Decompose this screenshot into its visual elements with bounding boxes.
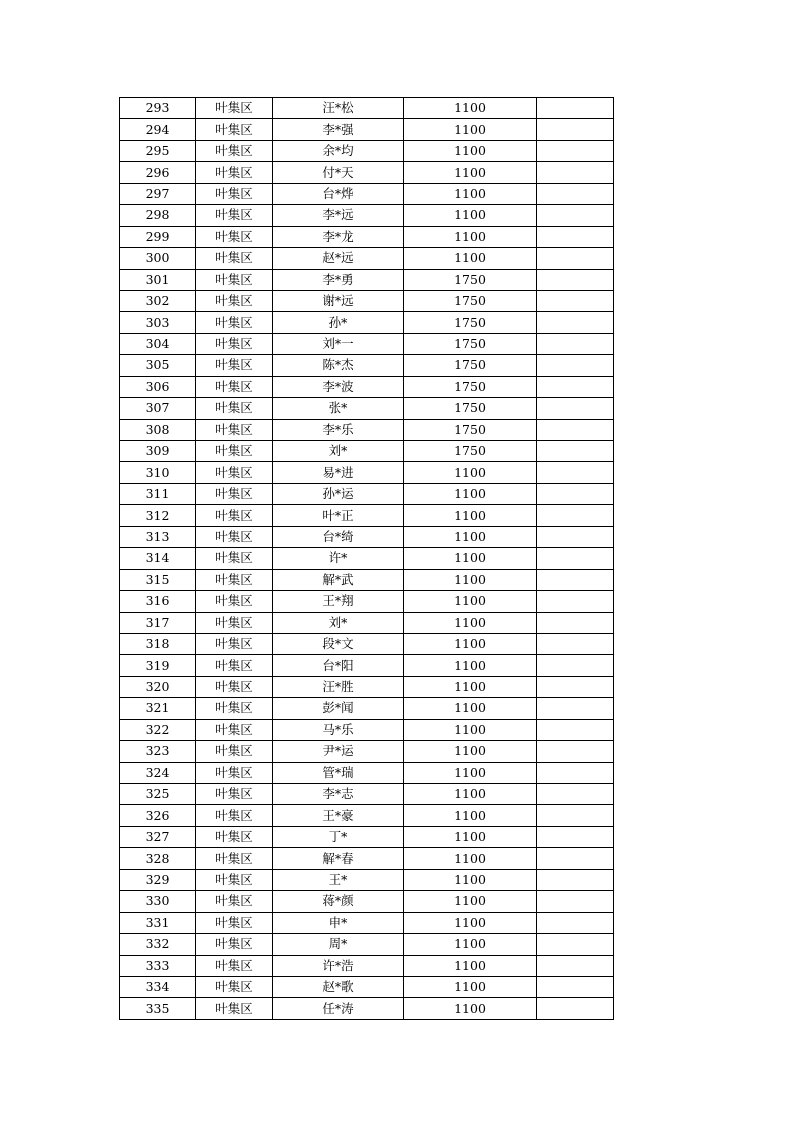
name-cell: 刘*	[273, 612, 404, 633]
name-cell: 汪*胜	[273, 676, 404, 697]
row-number-cell: 303	[120, 312, 196, 333]
name-cell: 孙*	[273, 312, 404, 333]
row-number-cell: 326	[120, 805, 196, 826]
remarks-cell	[537, 655, 614, 676]
amount-cell: 1100	[404, 569, 537, 590]
district-cell: 叶集区	[196, 505, 273, 526]
table-row	[120, 483, 614, 504]
row-number-cell: 314	[120, 548, 196, 569]
table-row	[120, 805, 614, 826]
row-number-cell: 323	[120, 741, 196, 762]
amount-cell: 1100	[404, 162, 537, 183]
district-cell: 叶集区	[196, 419, 273, 440]
remarks-cell	[537, 162, 614, 183]
row-number-cell: 298	[120, 205, 196, 226]
row-number-cell: 321	[120, 698, 196, 719]
district-cell: 叶集区	[196, 290, 273, 311]
amount-cell: 1100	[404, 205, 537, 226]
name-cell: 李*乐	[273, 419, 404, 440]
district-cell: 叶集区	[196, 848, 273, 869]
amount-cell: 1100	[404, 784, 537, 805]
remarks-cell	[537, 548, 614, 569]
amount-cell: 1750	[404, 419, 537, 440]
name-cell: 汪*松	[273, 98, 404, 119]
district-cell: 叶集区	[196, 955, 273, 976]
district-cell: 叶集区	[196, 569, 273, 590]
row-number-cell: 312	[120, 505, 196, 526]
row-number-cell: 311	[120, 483, 196, 504]
remarks-cell	[537, 140, 614, 161]
name-cell: 孙*运	[273, 483, 404, 504]
name-cell: 管*瑞	[273, 762, 404, 783]
name-cell: 丁*	[273, 826, 404, 847]
row-number-cell: 329	[120, 869, 196, 890]
name-cell: 李*志	[273, 784, 404, 805]
table-row	[120, 591, 614, 612]
name-cell: 李*远	[273, 205, 404, 226]
table-row	[120, 826, 614, 847]
name-cell: 解*春	[273, 848, 404, 869]
row-number-cell: 317	[120, 612, 196, 633]
table-row	[120, 612, 614, 633]
district-cell: 叶集区	[196, 526, 273, 547]
name-cell: 陈*杰	[273, 355, 404, 376]
table-row	[120, 869, 614, 890]
remarks-cell	[537, 526, 614, 547]
remarks-cell	[537, 805, 614, 826]
table-row	[120, 290, 614, 311]
remarks-cell	[537, 934, 614, 955]
row-number-cell: 299	[120, 226, 196, 247]
district-cell: 叶集区	[196, 140, 273, 161]
name-cell: 段*文	[273, 633, 404, 654]
district-cell: 叶集区	[196, 183, 273, 204]
district-cell: 叶集区	[196, 805, 273, 826]
name-cell: 台*烨	[273, 183, 404, 204]
table-row	[120, 312, 614, 333]
district-cell: 叶集区	[196, 826, 273, 847]
amount-cell: 1100	[404, 934, 537, 955]
district-cell: 叶集区	[196, 891, 273, 912]
name-cell: 王*翔	[273, 591, 404, 612]
amount-cell: 1750	[404, 290, 537, 311]
district-cell: 叶集区	[196, 483, 273, 504]
district-cell: 叶集区	[196, 119, 273, 140]
row-number-cell: 304	[120, 333, 196, 354]
name-cell: 易*进	[273, 462, 404, 483]
remarks-cell	[537, 912, 614, 933]
amount-cell: 1750	[404, 312, 537, 333]
table-row	[120, 655, 614, 676]
amount-cell: 1100	[404, 741, 537, 762]
row-number-cell: 324	[120, 762, 196, 783]
table-row	[120, 955, 614, 976]
remarks-cell	[537, 505, 614, 526]
table-row	[120, 848, 614, 869]
table-row	[120, 376, 614, 397]
district-cell: 叶集区	[196, 333, 273, 354]
table-row	[120, 248, 614, 269]
table-row	[120, 698, 614, 719]
remarks-cell	[537, 462, 614, 483]
amount-cell: 1750	[404, 398, 537, 419]
district-cell: 叶集区	[196, 934, 273, 955]
name-cell: 彭*闻	[273, 698, 404, 719]
name-cell: 解*武	[273, 569, 404, 590]
district-cell: 叶集区	[196, 612, 273, 633]
name-cell: 蒋*颜	[273, 891, 404, 912]
district-cell: 叶集区	[196, 226, 273, 247]
row-number-cell: 296	[120, 162, 196, 183]
table-row	[120, 398, 614, 419]
name-cell: 余*均	[273, 140, 404, 161]
district-cell: 叶集区	[196, 205, 273, 226]
remarks-cell	[537, 312, 614, 333]
row-number-cell: 328	[120, 848, 196, 869]
amount-cell: 1750	[404, 269, 537, 290]
amount-cell: 1100	[404, 655, 537, 676]
table-row	[120, 569, 614, 590]
table-row	[120, 633, 614, 654]
name-cell: 李*波	[273, 376, 404, 397]
name-cell: 刘*一	[273, 333, 404, 354]
row-number-cell: 318	[120, 633, 196, 654]
amount-cell: 1100	[404, 505, 537, 526]
amount-cell: 1100	[404, 955, 537, 976]
table-row	[120, 934, 614, 955]
amount-cell: 1100	[404, 719, 537, 740]
row-number-cell: 295	[120, 140, 196, 161]
row-number-cell: 334	[120, 976, 196, 997]
name-cell: 王*	[273, 869, 404, 890]
name-cell: 申*	[273, 912, 404, 933]
row-number-cell: 293	[120, 98, 196, 119]
name-cell: 尹*运	[273, 741, 404, 762]
table-row	[120, 719, 614, 740]
district-cell: 叶集区	[196, 312, 273, 333]
remarks-cell	[537, 719, 614, 740]
amount-cell: 1100	[404, 998, 537, 1019]
remarks-cell	[537, 998, 614, 1019]
amount-cell: 1100	[404, 762, 537, 783]
remarks-cell	[537, 762, 614, 783]
name-cell: 马*乐	[273, 719, 404, 740]
remarks-cell	[537, 698, 614, 719]
row-number-cell: 330	[120, 891, 196, 912]
remarks-cell	[537, 355, 614, 376]
remarks-cell	[537, 376, 614, 397]
remarks-cell	[537, 869, 614, 890]
table-row	[120, 762, 614, 783]
district-cell: 叶集区	[196, 548, 273, 569]
amount-cell: 1100	[404, 226, 537, 247]
table-row	[120, 441, 614, 462]
row-number-cell: 320	[120, 676, 196, 697]
district-cell: 叶集区	[196, 441, 273, 462]
row-number-cell: 313	[120, 526, 196, 547]
amount-cell: 1100	[404, 805, 537, 826]
district-cell: 叶集区	[196, 398, 273, 419]
row-number-cell: 308	[120, 419, 196, 440]
table-row	[120, 891, 614, 912]
remarks-cell	[537, 891, 614, 912]
roster-table-body	[120, 98, 614, 1020]
table-row	[120, 998, 614, 1019]
row-number-cell: 306	[120, 376, 196, 397]
district-cell: 叶集区	[196, 976, 273, 997]
amount-cell: 1100	[404, 140, 537, 161]
district-cell: 叶集区	[196, 741, 273, 762]
name-cell: 张*	[273, 398, 404, 419]
table-row	[120, 784, 614, 805]
district-cell: 叶集区	[196, 998, 273, 1019]
amount-cell: 1100	[404, 119, 537, 140]
table-row	[120, 741, 614, 762]
row-number-cell: 327	[120, 826, 196, 847]
district-cell: 叶集区	[196, 912, 273, 933]
remarks-cell	[537, 676, 614, 697]
remarks-cell	[537, 784, 614, 805]
remarks-cell	[537, 98, 614, 119]
amount-cell: 1100	[404, 462, 537, 483]
table-row	[120, 162, 614, 183]
name-cell: 王*豪	[273, 805, 404, 826]
district-cell: 叶集区	[196, 869, 273, 890]
amount-cell: 1100	[404, 633, 537, 654]
amount-cell: 1100	[404, 526, 537, 547]
amount-cell: 1100	[404, 248, 537, 269]
remarks-cell	[537, 955, 614, 976]
remarks-cell	[537, 269, 614, 290]
name-cell: 李*龙	[273, 226, 404, 247]
amount-cell: 1100	[404, 483, 537, 504]
table-row	[120, 419, 614, 440]
district-cell: 叶集区	[196, 248, 273, 269]
amount-cell: 1100	[404, 869, 537, 890]
name-cell: 赵*远	[273, 248, 404, 269]
district-cell: 叶集区	[196, 355, 273, 376]
amount-cell: 1100	[404, 912, 537, 933]
roster-table	[119, 97, 614, 1020]
remarks-cell	[537, 419, 614, 440]
amount-cell: 1100	[404, 848, 537, 869]
row-number-cell: 325	[120, 784, 196, 805]
district-cell: 叶集区	[196, 269, 273, 290]
district-cell: 叶集区	[196, 698, 273, 719]
amount-cell: 1100	[404, 591, 537, 612]
remarks-cell	[537, 569, 614, 590]
name-cell: 李*勇	[273, 269, 404, 290]
table-row	[120, 462, 614, 483]
table-row	[120, 140, 614, 161]
name-cell: 谢*远	[273, 290, 404, 311]
row-number-cell: 301	[120, 269, 196, 290]
row-number-cell: 315	[120, 569, 196, 590]
row-number-cell: 297	[120, 183, 196, 204]
amount-cell: 1100	[404, 826, 537, 847]
remarks-cell	[537, 183, 614, 204]
remarks-cell	[537, 441, 614, 462]
remarks-cell	[537, 612, 614, 633]
row-number-cell: 302	[120, 290, 196, 311]
amount-cell: 1100	[404, 976, 537, 997]
name-cell: 付*天	[273, 162, 404, 183]
district-cell: 叶集区	[196, 98, 273, 119]
table-row	[120, 226, 614, 247]
table-row	[120, 333, 614, 354]
table-row	[120, 976, 614, 997]
district-cell: 叶集区	[196, 762, 273, 783]
table-row	[120, 676, 614, 697]
amount-cell: 1750	[404, 333, 537, 354]
district-cell: 叶集区	[196, 591, 273, 612]
row-number-cell: 300	[120, 248, 196, 269]
amount-cell: 1100	[404, 612, 537, 633]
row-number-cell: 307	[120, 398, 196, 419]
name-cell: 刘*	[273, 441, 404, 462]
remarks-cell	[537, 826, 614, 847]
row-number-cell: 310	[120, 462, 196, 483]
row-number-cell: 335	[120, 998, 196, 1019]
table-row	[120, 183, 614, 204]
name-cell: 任*涛	[273, 998, 404, 1019]
table-row	[120, 119, 614, 140]
district-cell: 叶集区	[196, 655, 273, 676]
district-cell: 叶集区	[196, 719, 273, 740]
district-cell: 叶集区	[196, 676, 273, 697]
district-cell: 叶集区	[196, 633, 273, 654]
amount-cell: 1100	[404, 676, 537, 697]
row-number-cell: 333	[120, 955, 196, 976]
row-number-cell: 331	[120, 912, 196, 933]
district-cell: 叶集区	[196, 376, 273, 397]
row-number-cell: 305	[120, 355, 196, 376]
district-cell: 叶集区	[196, 162, 273, 183]
row-number-cell: 309	[120, 441, 196, 462]
remarks-cell	[537, 248, 614, 269]
amount-cell: 1750	[404, 441, 537, 462]
remarks-cell	[537, 226, 614, 247]
remarks-cell	[537, 976, 614, 997]
remarks-cell	[537, 591, 614, 612]
remarks-cell	[537, 119, 614, 140]
name-cell: 许*	[273, 548, 404, 569]
amount-cell: 1100	[404, 548, 537, 569]
table-row	[120, 505, 614, 526]
remarks-cell	[537, 741, 614, 762]
row-number-cell: 316	[120, 591, 196, 612]
table-row	[120, 355, 614, 376]
table-row	[120, 548, 614, 569]
table-row	[120, 205, 614, 226]
remarks-cell	[537, 483, 614, 504]
name-cell: 台*阳	[273, 655, 404, 676]
district-cell: 叶集区	[196, 784, 273, 805]
row-number-cell: 319	[120, 655, 196, 676]
row-number-cell: 294	[120, 119, 196, 140]
remarks-cell	[537, 848, 614, 869]
name-cell: 李*强	[273, 119, 404, 140]
amount-cell: 1750	[404, 355, 537, 376]
row-number-cell: 322	[120, 719, 196, 740]
amount-cell: 1750	[404, 376, 537, 397]
district-cell: 叶集区	[196, 462, 273, 483]
remarks-cell	[537, 398, 614, 419]
name-cell: 许*浩	[273, 955, 404, 976]
name-cell: 叶*正	[273, 505, 404, 526]
table-row	[120, 526, 614, 547]
name-cell: 台*绮	[273, 526, 404, 547]
name-cell: 周*	[273, 934, 404, 955]
amount-cell: 1100	[404, 891, 537, 912]
remarks-cell	[537, 290, 614, 311]
remarks-cell	[537, 205, 614, 226]
remarks-cell	[537, 333, 614, 354]
table-row	[120, 912, 614, 933]
name-cell: 赵*歌	[273, 976, 404, 997]
amount-cell: 1100	[404, 98, 537, 119]
amount-cell: 1100	[404, 183, 537, 204]
table-row	[120, 269, 614, 290]
row-number-cell: 332	[120, 934, 196, 955]
amount-cell: 1100	[404, 698, 537, 719]
table-row	[120, 98, 614, 119]
remarks-cell	[537, 633, 614, 654]
